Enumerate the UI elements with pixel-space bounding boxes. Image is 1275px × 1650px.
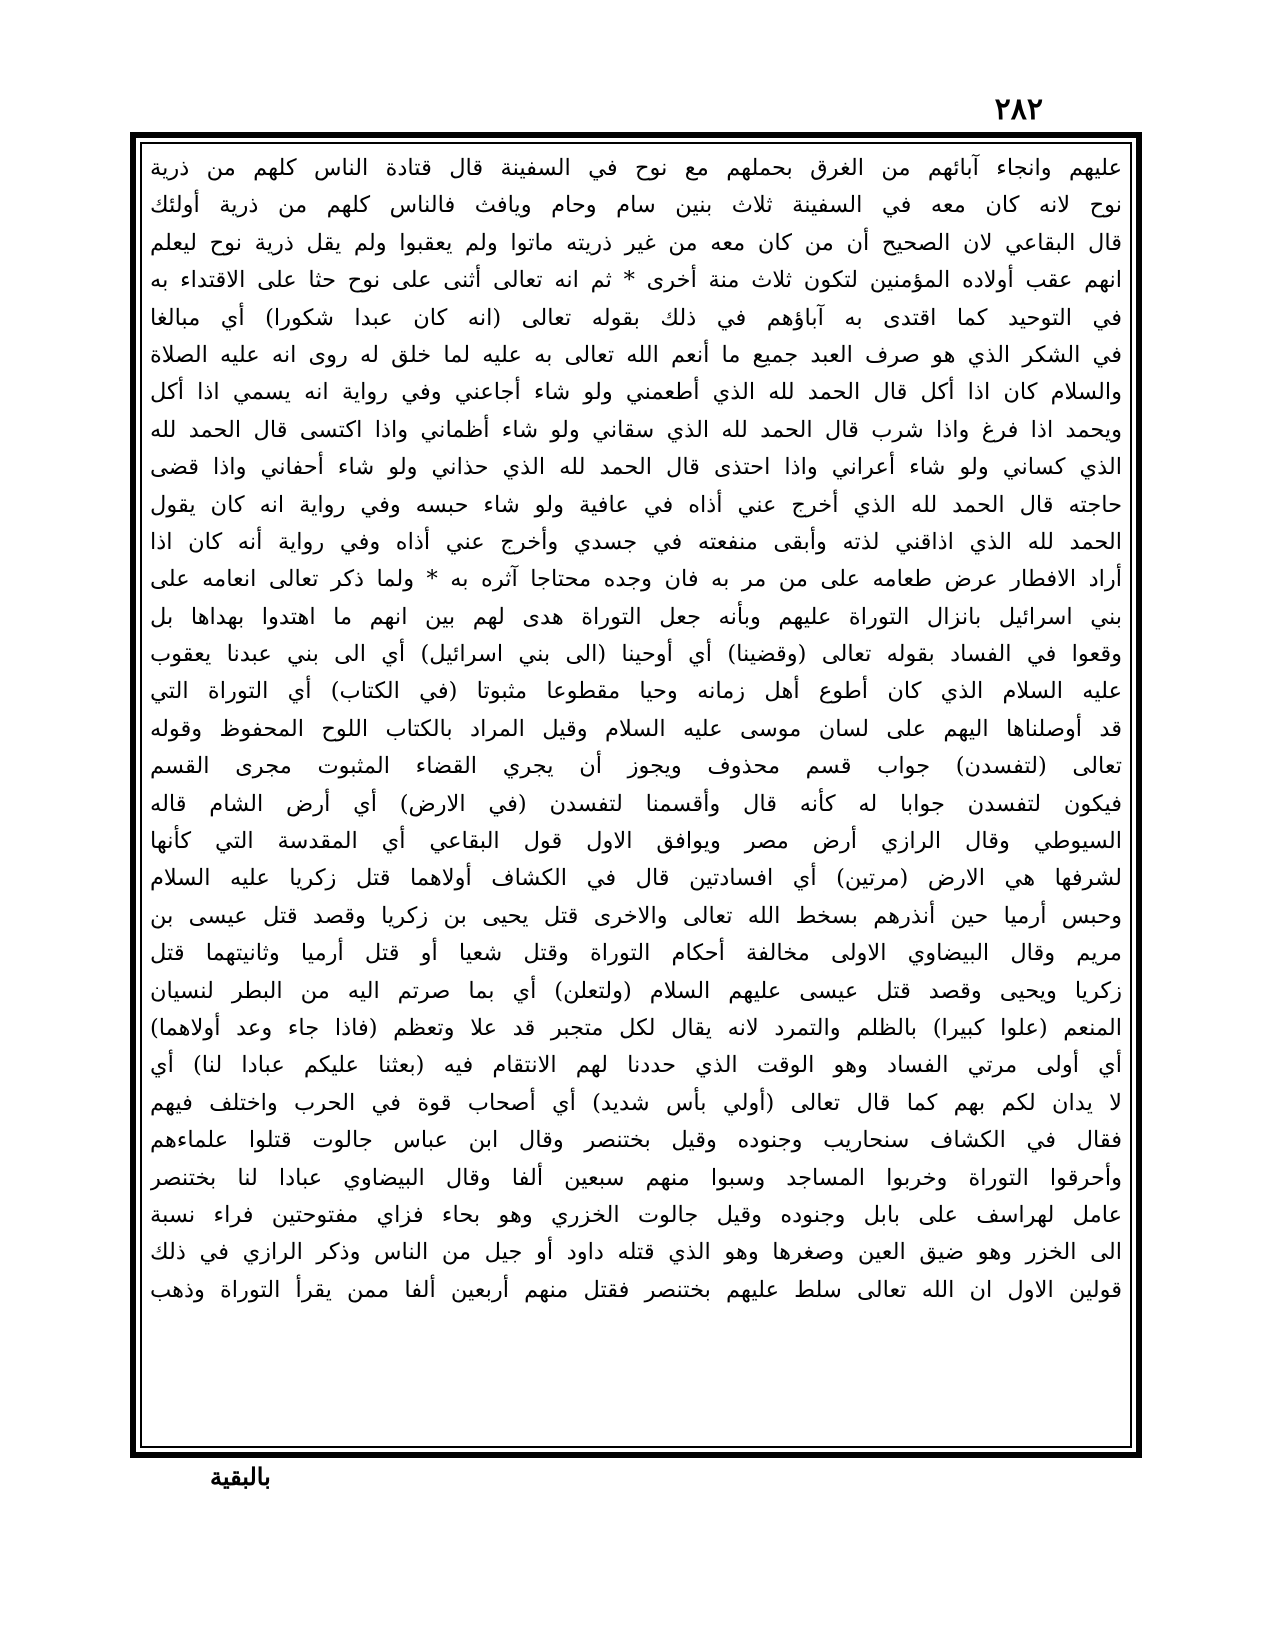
text-line: نوح لانه كان معه في السفينة ثلاث بنين سام وحام ويافث فالناس كلهم من ذرية أولئك <box>150 192 1122 219</box>
text-line: المنعم (علوا كبيرا) بالظلم والتمرد لانه يقال لكل متجبر قد علا وتعظم (فاذا جاء وعد أولاهما) <box>150 1014 1122 1041</box>
text-line: في التوحيد كما اقتدى به آباؤهم في ذلك بقوله تعالى (انه كان عبدا شكورا) أي مبالغا <box>150 304 1122 331</box>
text-line: قولين الاول ان الله تعالى سلط عليهم بختنصر فقتل منهم أربعين ألفا ممن يقرأ التوراة وذهب <box>150 1276 1122 1303</box>
text-line: أي أولى مرتي الفساد وهو الوقت الذي حددنا لهم الانتقام فيه (بعثنا عليكم عبادا لنا) أي <box>150 1052 1122 1079</box>
text-line: لشرفها هي الارض (مرتين) أي افسادتين قال في الكشاف أولاهما قتل زكريا عليه السلام <box>150 865 1122 892</box>
text-line: قد أوصلناها اليهم على لسان موسى عليه السلام وقيل المراد بالكتاب اللوح المحفوظ وقوله <box>150 715 1122 742</box>
text-line: وقعوا في الفساد بقوله تعالى (وقضينا) أي أوحينا (الى بني اسرائيل) أي الى بني عبدنا يعقوب <box>150 641 1122 668</box>
text-line: الى الخزر وهو ضيق العين وصغرها وهو الذي قتله داود أو جيل من الناس وذكر الرازي في ذلك <box>150 1239 1122 1266</box>
text-line: قال البقاعي لان الصحيح أن من كان معه من غير ذريته ماتوا ولم يعقبوا ولم يقل ذرية نوح ليعلم <box>150 229 1122 256</box>
text-line: في الشكر الذي هو صرف العبد جميع ما أنعم الله تعالى به عليه لما خلق له روى انه عليه الصلاة <box>150 341 1122 368</box>
text-line: زكريا ويحيى وقصد قتل عيسى عليهم السلام (ولتعلن) أي بما صرتم اليه من البطر لنسيان <box>150 977 1122 1004</box>
text-line: عليه السلام الذي كان أطوع أهل زمانه وحيا مقطوعا مثبوتا (في الكتاب) أي التوراة التي <box>150 678 1122 705</box>
text-line: حاجته قال الحمد لله الذي أخرج عني أذاه في عافية ولو شاء حبسه وفي رواية انه كان يقول <box>150 491 1122 518</box>
text-line: ويحمد اذا فرغ واذا شرب قال الحمد لله الذي سقاني ولو شاء أظماني واذا اكتسى قال الحمد لله <box>150 416 1122 443</box>
text-line: مريم وقال البيضاوي الاولى مخالفة أحكام التوراة وقتل شعيا أو قتل أرميا وثانيتهما قتل <box>150 940 1122 967</box>
text-line: بني اسرائيل بانزال التوراة عليهم وبأنه جعل التوراة هدى لهم بين انهم ما اهتدوا بهداها بل <box>150 603 1122 630</box>
text-block <box>150 150 1122 1442</box>
text-line: عامل لهراسف على بابل وجنوده وقيل جالوت الخزري وهو بحاء فزاي مفتوحتين فراء نسبة <box>150 1201 1122 1228</box>
text-line: وأحرقوا التوراة وخربوا المساجد وسبوا منهم سبعين ألفا وقال البيضاوي عبادا لنا بختنصر <box>150 1164 1122 1191</box>
catchword: بالبقية <box>210 1462 271 1491</box>
text-line: فقال في الكشاف سنحاريب وجنوده وقيل بختنصر وقال ابن عباس جالوت قتلوا علماءهم <box>150 1127 1122 1154</box>
text-line: الذي كساني ولو شاء أعراني واذا احتذى قال الحمد لله الذي حذاني ولو شاء أحفاني واذا قضى <box>150 454 1122 481</box>
text-line: تعالى (لتفسدن) جواب قسم محذوف ويجوز أن يجري القضاء المثبوت مجرى القسم <box>150 753 1122 780</box>
text-line: أراد الافطار عرض طعامه على من مر به فان وجده محتاجا آثره به * ولما ذكر تعالى انعامه على <box>150 566 1122 593</box>
text-line: فيكون لتفسدن جوابا له كأنه قال وأقسمنا لتفسدن (في الارض) أي أرض الشام قاله <box>150 790 1122 817</box>
text-line: السيوطي وقال الرازي أرض مصر ويوافق الاول قول البقاعي أي المقدسة التي كأنها <box>150 828 1122 855</box>
text-line: وحبس أرميا حين أنذرهم بسخط الله تعالى والاخرى قتل يحيى بن زكريا وقصد قتل عيسى بن <box>150 902 1122 929</box>
text-line: لا يدان لكم بهم كما قال تعالى (أولي بأس شديد) أي أصحاب قوة في الحرب واختلف فيهم <box>150 1089 1122 1116</box>
page-number: ٢٨٢ <box>994 92 1043 127</box>
text-line: والسلام كان اذا أكل قال الحمد لله الذي أطعمني ولو شاء أجاعني وفي رواية انه يسمي اذا أكل <box>150 379 1122 406</box>
text-line: انهم عقب أولاده المؤمنين لتكون ثلاث منة أخرى * ثم انه تعالى أثنى على نوح حثا على الاقتداء به <box>150 267 1122 294</box>
text-line: عليهم وانجاء آبائهم من الغرق بحملهم مع نوح في السفينة قال قتادة الناس كلهم من ذرية <box>150 155 1122 181</box>
text-line: الحمد لله الذي اذاقني لذته وأبقى منفعته في جسدي وأخرج عني أذاه وفي رواية أنه كان اذا <box>150 528 1122 555</box>
